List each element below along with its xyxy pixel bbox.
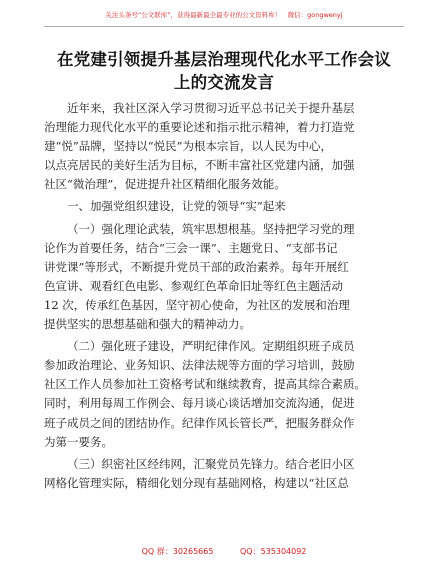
paragraph-line: 社区工作人员参加社工资格考试和继续教育，提高其综合素质。 — [44, 377, 366, 392]
paragraph-grid — [44, 455, 406, 493]
paragraph-line: 网格化管理实际，精细化划分现有基础网格，构建以“社区总 — [44, 475, 349, 490]
paragraph-line: 近年来，我社区深入学习贯彻习近平总书记关于提升基层 — [67, 101, 355, 115]
footer-contact — [0, 546, 448, 557]
footer-qq-group: QQ 群：30265665 — [141, 547, 214, 556]
paragraph-line: 以点亮居民的美好生活为目标，不断丰富社区党建内涵，加强 — [44, 158, 355, 173]
paragraph-intro — [44, 99, 406, 194]
header-divider — [44, 26, 404, 27]
section-heading-1: 一、加强党组织建设，让党的领导“实”起来 — [67, 199, 286, 214]
top-banner: 关注头条号“公文联库”，获得最新最全最专业的公文资料库！ 微信：gongwenyj — [105, 11, 343, 19]
footer-qq: QQ：535304092 — [240, 547, 307, 556]
paragraph-line: 提供坚实的思想基础和强大的精神动力。 — [44, 317, 251, 332]
paragraph-line: 社区“微治理”，促进提升社区精细化服务效能。 — [44, 177, 286, 192]
paragraph-line: （二）强化班子建设，严明纪律作风。定期组织班子成员 — [67, 339, 355, 354]
paragraph-line: 建“悦”品牌，坚持以“悦民”为根本宗旨，以人民为中心， — [44, 139, 333, 154]
paragraph-line: 同时，利用每周工作例会、每月谈心谈话增加交流沟通，促进 — [44, 396, 355, 411]
document-title — [44, 48, 404, 94]
title-line-1: 在党建引领提升基层治理现代化水平工作会议 — [57, 50, 391, 69]
paragraph-team — [44, 337, 406, 452]
paragraph-line: 为第一要务。 — [44, 434, 113, 449]
paragraph-line: （三）织密社区经纬网，汇聚党员先锋力。结合老旧小区 — [67, 456, 355, 471]
paragraph-line: （一）强化理论武装，筑牢思想根基。坚持把学习党的理 — [67, 221, 355, 236]
paragraph-line: 论作为首要任务，结合“三会一课”、主题党日、“支部书记 — [44, 240, 338, 255]
paragraph-theory — [44, 220, 406, 335]
paragraph-line: 色宣讲、观看红色电影、参观红色革命旧址等红色主题活动 — [44, 278, 343, 293]
paragraph-line: 参加政治理论、业务知识、法律法规等方面的学习培训，鼓励 — [44, 358, 355, 373]
title-line-2: 上的交流发言 — [173, 73, 275, 92]
paragraph-line: 治理能力现代化水平的重要论述和指示批示精神，着力打造党 — [44, 120, 355, 135]
paragraph-line: 班子成员之间的团结协作。纪律作风长管长严，把服务群众作 — [44, 415, 355, 430]
paragraph-line: 12 次，传承红色基因，坚守初心使命，为社区的发展和治理 — [44, 297, 350, 312]
paragraph-line: 讲党课”等形式，不断提升党员干部的政治素养。每年开展红 — [44, 259, 349, 274]
document-body — [44, 99, 406, 493]
